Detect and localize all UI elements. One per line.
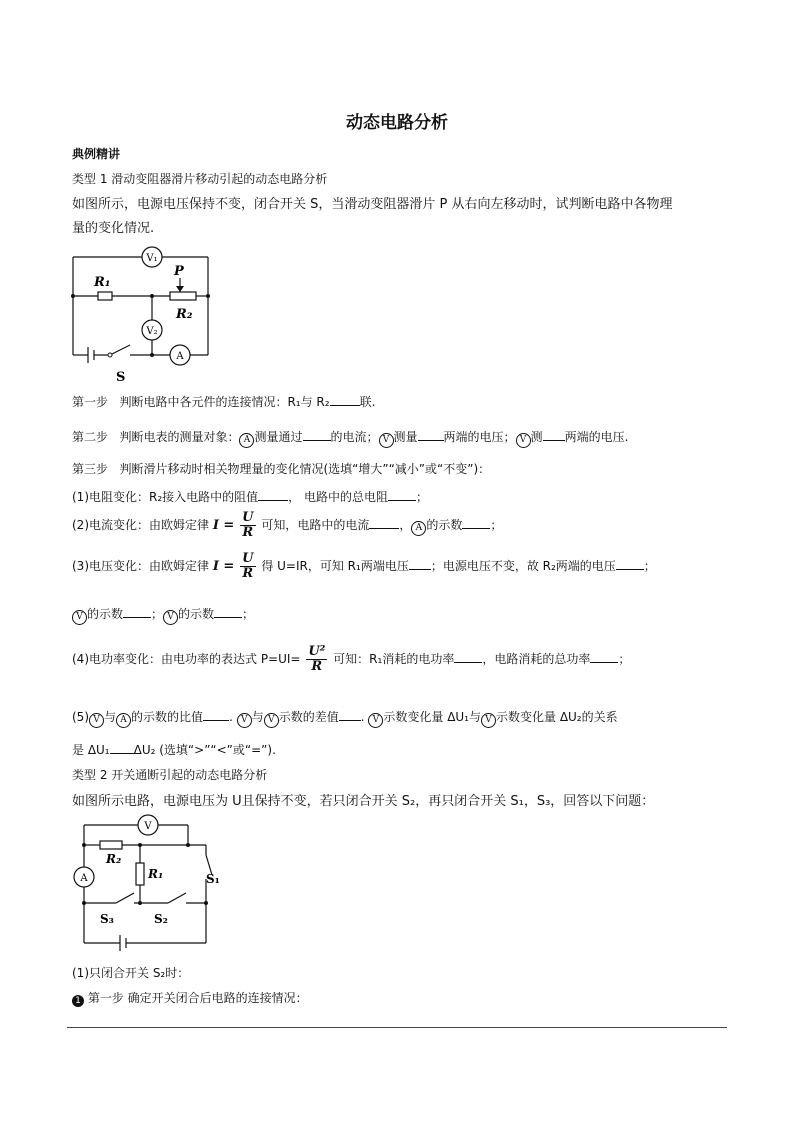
r2-label: R₂ <box>106 852 122 866</box>
r1-label: R₁ <box>148 867 164 881</box>
voltmeter-icon: V <box>368 713 383 728</box>
type2-problem: 如图所示电路，电源电压为 U且保持不变，若只闭合开关 S₂，再只闭合开关 S₁，S₃，回答以下问题： <box>72 794 655 809</box>
a-meter-label: A <box>176 351 184 362</box>
s-label: S <box>116 370 126 385</box>
type1-problem-line2: 量的变化情况. <box>72 221 155 236</box>
q2-line <box>72 511 502 540</box>
q5b-text-b: ΔU₂ (选填“>”“<”或“=”). <box>133 743 276 757</box>
voltmeter-icon: V <box>89 713 104 728</box>
answer-blank[interactable] <box>616 557 644 570</box>
voltmeter-icon: V <box>481 713 496 728</box>
q1-line <box>72 488 428 505</box>
circuit-diagram-2 <box>68 815 218 960</box>
a-meter-label: A <box>80 873 88 884</box>
v-meter-label: V <box>144 821 152 832</box>
voltmeter-icon: V <box>72 610 87 625</box>
part1-line: (1)只闭合开关 S₂时： <box>72 966 190 980</box>
q2-fraction: $\frac{U}{R}$ <box>242 510 254 540</box>
q3-formula-lhs: I = <box>212 559 235 574</box>
step1-text-a: 判断电路中各元件的连接情况：R₁与 R₂ <box>119 395 330 409</box>
footer-divider <box>67 1027 727 1028</box>
q4-line <box>72 645 630 674</box>
q2-text-b: 可知，电路中的电流 <box>261 518 370 532</box>
step2-text-a: 判断电表的测量对象： <box>119 430 240 444</box>
answer-blank[interactable] <box>303 428 331 441</box>
q5-text-b: 与 <box>104 710 117 724</box>
step3-text: 判断滑片移动时相关物理量的变化情况(选填“增大”“减小”或“不变”)： <box>119 462 491 476</box>
q5b-line <box>72 741 276 758</box>
q2-text-a: (2)电流变化：由欧姆定律 <box>72 518 209 532</box>
q4-text-d: ； <box>618 652 631 666</box>
q5-text-h: 示数变化量 ΔU₁与 <box>383 710 481 724</box>
type2-heading: 类型 2 开关通断引起的动态电路分析 <box>72 768 268 782</box>
answer-blank[interactable] <box>203 708 229 721</box>
q3b-text-b: ； <box>151 607 164 621</box>
q1-text-a: (1)电阻变化：R₂接入电路中的阻值 <box>72 490 259 504</box>
q2-text-e: ； <box>490 518 503 532</box>
voltmeter-icon: V <box>237 713 252 728</box>
q5-line <box>72 708 618 728</box>
voltmeter-icon: V <box>516 433 531 448</box>
answer-blank[interactable] <box>339 708 361 721</box>
step2-text-c: 的电流； <box>330 430 379 444</box>
q3b-line <box>72 605 254 625</box>
q4-fraction: $\frac{\text{U²}}{R}$ <box>308 644 326 674</box>
answer-blank[interactable] <box>369 516 399 529</box>
step1-line <box>72 393 375 410</box>
q3-line <box>72 552 656 581</box>
r2-label: R₂ <box>176 307 193 322</box>
type1-problem-line1: 如图所示，电源电压保持不变，闭合开关 S，当滑动变阻器滑片 P 从右向左移动时，试判断电路中各物理 <box>72 197 673 212</box>
q5-text-e: 与 <box>251 710 264 724</box>
answer-blank[interactable] <box>409 557 431 570</box>
step2-label: 第二步 <box>72 430 109 444</box>
q5b-text-a: 是 ΔU₁ <box>72 743 110 757</box>
voltmeter-icon: V <box>163 610 178 625</box>
q2-text-d: 的示数 <box>426 518 463 532</box>
step2-line <box>72 428 628 448</box>
s1-label: S₁ <box>206 872 220 886</box>
ammeter-icon: A <box>411 521 426 536</box>
q5-text-c: 的示数的比值 <box>131 710 204 724</box>
part1-step-text: 第一步 确定开关闭合后电路的连接情况： <box>87 991 308 1005</box>
q4-text-c: ，电路消耗的总功率 <box>482 652 591 666</box>
circled-number-one-icon: 1 <box>72 995 84 1007</box>
q4-text-a: (4)电功率变化：由电功率的表达式 P=UI= <box>72 652 301 666</box>
r1-label: R₁ <box>94 275 111 290</box>
voltmeter-icon: V <box>379 433 394 448</box>
q5-text-f: 示数的差值 <box>278 710 339 724</box>
ammeter-icon: A <box>239 433 254 448</box>
part1-step-line <box>72 990 308 1007</box>
answer-blank[interactable] <box>418 428 444 441</box>
q5-text-d: . <box>229 710 233 724</box>
answer-blank[interactable] <box>388 488 416 501</box>
q5-text-a: (5) <box>72 710 89 724</box>
q3b-text-c: 的示数 <box>178 607 215 621</box>
q1-text-c: ； <box>415 490 428 504</box>
s3-label: S₃ <box>100 912 114 926</box>
step3-label: 第三步 <box>72 462 109 476</box>
p-label: P <box>174 264 184 279</box>
section-label: 典例精讲 <box>72 147 121 161</box>
answer-blank[interactable] <box>110 741 134 754</box>
step2-text-e: 两端的电压； <box>443 430 516 444</box>
v2-meter-label: V₂ <box>146 326 158 337</box>
answer-blank[interactable] <box>543 428 565 441</box>
q3b-text-d: ； <box>242 607 255 621</box>
answer-blank[interactable] <box>123 605 151 618</box>
q5-text-g: . <box>360 710 365 724</box>
q3b-text-a: 的示数 <box>87 607 124 621</box>
s2-label: S₂ <box>154 912 168 926</box>
answer-blank[interactable] <box>330 393 360 406</box>
q3-text-b: 得 U=IR，可知 R₁两端电压 <box>261 559 409 573</box>
answer-blank[interactable] <box>214 605 242 618</box>
page-title: 动态电路分析 <box>346 113 448 133</box>
ammeter-icon: A <box>116 713 131 728</box>
answer-blank[interactable] <box>462 516 490 529</box>
q2-text-c: ， <box>399 518 412 532</box>
q2-formula-lhs: I = <box>212 518 235 533</box>
q1-text-b: ， 电路中的总电阻 <box>288 490 388 504</box>
answer-blank[interactable] <box>590 650 618 663</box>
step3-line <box>72 461 490 477</box>
step2-text-g: 两端的电压. <box>564 430 629 444</box>
answer-blank[interactable] <box>454 650 482 663</box>
step2-text-d: 测量 <box>393 430 418 444</box>
q3-text-c: ；电源电压不变，故 R₂两端的电压 <box>430 559 616 573</box>
voltmeter-icon: V <box>264 713 279 728</box>
q5-text-i: 示数变化量 ΔU₂的关系 <box>496 710 618 724</box>
step1-text-b: 联. <box>359 395 376 409</box>
q3-text-d: ； <box>643 559 656 573</box>
step1-label: 第一步 <box>72 395 109 409</box>
step2-text-b: 测量通过 <box>254 430 303 444</box>
answer-blank[interactable] <box>258 488 288 501</box>
step2-text-f: 测 <box>530 430 543 444</box>
q3-fraction: $\frac{U}{R}$ <box>242 551 254 581</box>
q3-text-a: (3)电压变化：由欧姆定律 <box>72 559 209 573</box>
q4-text-b: 可知：R₁消耗的电功率 <box>333 652 455 666</box>
type1-heading: 类型 1 滑动变阻器滑片移动引起的动态电路分析 <box>72 172 328 186</box>
circuit-diagram-1 <box>68 240 218 390</box>
v1-meter-label: V₁ <box>146 253 158 264</box>
